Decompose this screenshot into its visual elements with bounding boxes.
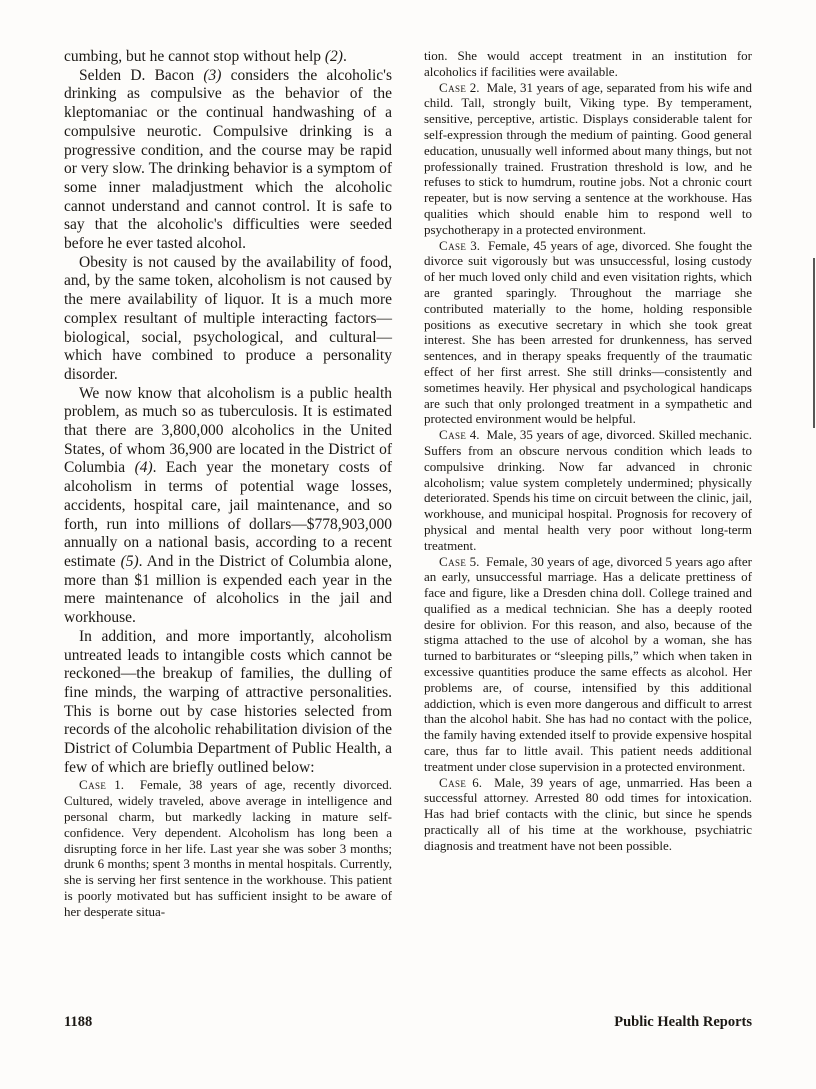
text-segment: . Each year the monetary costs of alcoholism in terms of potential wage losses, accidents, hospital care, jail maintenance, and so forth, run into millions of dollars—$778,903,000 annually on a national basis, according to a recent estimate — [64, 459, 393, 570]
page-number: 1188 — [64, 1014, 93, 1030]
text-segment: 3. — [466, 237, 481, 253]
text-segment: cumbing, but he cannot stop without help — [64, 48, 325, 65]
text-segment — [124, 777, 140, 792]
case-label: Case — [439, 237, 467, 253]
text-segment: Male, 31 years of age, separated from his wife and child. Tall, strongly built, Viking type. By temperament, sensitive, perceptive, artistic. Displays considerable talent for self-expression through the medium of painting. Good general education, unusually well informed about many things, but not professionally trained. Frustration threshold is low, and he refuses to stick to humdrum, routine jobs. Not a chronic court repeater, but is now serving a sentence at the workhouse. Has qualities which should enable him to respond well to psychotherapy in a protected environment. — [424, 79, 753, 237]
text-segment: . And in the District of Columbia alone, more than $1 million is expended each year in the mere maintenance of alcoholics in the jail and workhouse. — [64, 552, 392, 627]
text-segment — [480, 238, 488, 253]
paragraph-bacon — [64, 67, 392, 254]
paragraph-continuation — [64, 48, 392, 67]
paragraph-case-1-continuation — [424, 48, 752, 80]
paragraph-case-6 — [424, 775, 752, 854]
text-segment — [482, 775, 494, 790]
text-segment: In addition, and more importantly, alcoholism untreated leads to intangible costs which cannot be reckoned—the breakup of families, the dulling of fine minds, the warping of attractive personalities. This is borne out by case histories selected from records of the alcoholic rehabilitation division of the District of Columbia Department of Public Health, a few of which are briefly outlined below: — [64, 627, 392, 776]
text-segment: Female, 30 years of age, divorced 5 years ago after an early, unsuccessful marriage. Has a delicate prettiness of face and figure, like a Dresden china doll. College trained and qualified as a medical technician. She has a deeply rooted desire for oblivion. For this reason, and also, because of the stigma attached to the use of alcohol by a woman, she has turned to barbiturates or “sleeping pills,” which when taken in excessive quantities produce the same effects as alcohol. Her problems are, of course, intensified by this additional addiction, which is even more dangerous and difficult to arrest than the alcohol habit. She has had no contact with the police, the family having extended itself to provide expensive hospital care, thus far to little avail. This patient needs additional treatment under close supervision in a protected environment. — [424, 553, 752, 774]
text-segment: considers the alcoholic's drinking as compulsive as the behavior of the kleptomaniac or the continual handwashing of a compulsive neurotic. Compulsive drinking is a progressive condition, and the course may be rapid or very slow. The drinking behavior is a symptom of some inner maladjustment which the alcoholic cannot understand and cannot control. It is safe to say that the alcoholic's difficulties were seeded before he ever tasted alcohol. — [64, 66, 392, 253]
paragraph-case-2 — [424, 80, 752, 238]
paragraph-case-1 — [64, 777, 392, 919]
text-segment: Selden D. Bacon — [79, 66, 204, 84]
paragraph-obesity — [64, 254, 392, 385]
left-column — [64, 48, 392, 920]
page-footer — [64, 1014, 752, 1031]
case-label: Case — [79, 777, 107, 793]
text-segment: 5. — [466, 553, 480, 569]
right-column — [424, 48, 752, 920]
case-label: Case — [439, 79, 467, 95]
case-label: Case — [439, 553, 467, 569]
text-segment: (2) — [324, 48, 343, 65]
paragraph-case-5 — [424, 554, 752, 775]
text-segment: . — [342, 48, 347, 65]
paragraph-case-4 — [424, 427, 752, 553]
text-segment: 1. — [106, 777, 124, 793]
case-label: Case — [439, 774, 467, 790]
text-segment: 6. — [466, 774, 483, 790]
paragraph-intangible-costs — [64, 628, 392, 778]
scan-artifact-line — [813, 258, 815, 428]
case-label: Case — [439, 427, 467, 443]
journal-title: Public Health Reports — [614, 1014, 752, 1030]
text-segment: (4) — [134, 459, 153, 477]
text-segment: 4. — [466, 427, 480, 443]
two-column-text-area — [64, 48, 752, 920]
text-segment: Female, 45 years of age, divorced. She fought the divorce suit vigorously but was unsuccessful, losing custody of her much loved only child and even visitation rights, which are granted sparingly. Throughout the marriage she contributed materially to the home, holding responsible positions as executive secretary in which she took great interest. She has been arrested for drunkenness, has served sentences, and in therapy speaks frequently of the traumatic effect of her first arrest. She still drinks—consistently and sometimes heavily. Her physical and psychological handicaps are such that only prolonged treatment in a sympathetic and protected environment would be helpful. — [424, 237, 753, 427]
text-segment: We now know that alcoholism is a public health problem, as much so as tuberculosis. It is estimated that there are 3,800,000 alcoholics in the United States, of whom 36,900 are located in the District of Columbia — [64, 384, 392, 477]
text-segment: Obesity is not caused by the availability of food, and, by the same token, alcoholism is not caused by the mere availability of liquor. It is a much more complex resultant of multiple interacting factors—biological, social, psychological, and cultural—which have combined to produce a personality disorder. — [64, 253, 392, 383]
text-segment: tion. She would accept treatment in an institution for alcoholics if facilities were available. — [424, 48, 752, 79]
text-segment: (5) — [120, 552, 139, 570]
text-segment: Male, 39 years of age, unmarried. Has been a successful attorney. Arrested 80 odd times for intoxication. Has had brief contacts with the clinic, but since he spends practically all of his time at the workhouse, psychiatric diagnosis and treatment have not been possible. — [424, 774, 752, 853]
text-segment: Female, 38 years of age, recently divorced. Cultured, widely traveled, above average in intelligence and personal charm, but markedly lacking in mature self-confidence. Very dependent. Alcoholism has long been a disrupting force in her life. Last year she was sober 3 months; drunk 6 months; spent 3 months in mental hospitals. Currently, she is serving her first sentence in the workhouse. This patient is poorly motivated but has sufficient insight to be aware of her desperate situa- — [64, 777, 393, 919]
paragraph-public-health-problem — [64, 385, 392, 628]
text-segment: (3) — [203, 66, 222, 84]
text-segment — [480, 80, 487, 95]
text-segment: 2. — [466, 79, 480, 95]
text-segment: Male, 35 years of age, divorced. Skilled mechanic. Suffers from an obscure nervous condition which leads to compulsive drinking. Now far advanced in chronic alcoholism; value system completely undermined; physically deteriorated. Spends his time on circuit between the clinic, jail, workhouse, and municipal hospital. Prognosis for recovery of physical and mental health very poor without long-term treatment. — [424, 427, 752, 553]
paragraph-case-3 — [424, 238, 752, 428]
